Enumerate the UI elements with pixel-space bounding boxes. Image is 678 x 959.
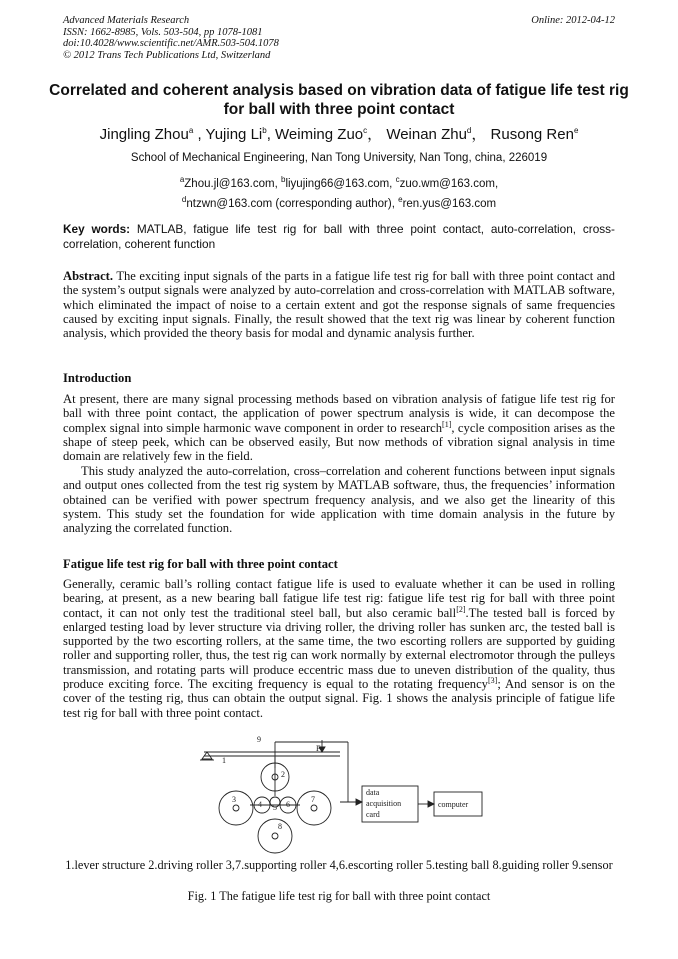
label-1: 1	[222, 756, 226, 765]
email-d[interactable]: ntzwn@163.com (corresponding author),	[186, 198, 399, 211]
email-list	[40, 172, 638, 213]
abstract-label: Abstract.	[63, 269, 114, 283]
keywords-label: Key words:	[63, 222, 131, 236]
daq-label: acquisition	[366, 799, 402, 808]
section2-text: .The tested ball is forced by enlarged testing load by lever structure via driving roller, the driving roller has sunken arc, the tested ball is supported by the two escorting rollers, at the same time, the two escorting rollers are supported by guiding roller and supporting roller, thus, the test rig can work normally by external electromotor through the pulleys transmission, and rotating parts will produce eccentric mass due to uneven distribution of the quality, thus produce exciting force. The exciting frequency is equal to the rotating frequency	[63, 605, 615, 692]
citation-2[interactable]: [2]	[456, 604, 466, 614]
computer-label: computer	[438, 800, 469, 809]
section2-text: ; And sensor is on the cover of the testing rig, thus can obtain the output signal. Fig. 1 shows the analysis principle of fatigue life test rig for ball with three point contact.	[63, 677, 616, 720]
email-e[interactable]: ren.yus@163.com	[402, 198, 497, 211]
copyright: © 2012 Trans Tech Publications Ltd, Switzerland	[63, 49, 271, 61]
author: Weiming Zuo	[275, 126, 364, 143]
author: Jingling Zhou	[99, 126, 189, 143]
intro-paragraph-1	[63, 392, 615, 463]
author-list	[40, 123, 638, 144]
author-separator: ,	[193, 126, 206, 143]
citation-1[interactable]: [1]	[442, 419, 452, 429]
author-sup: c	[363, 126, 368, 135]
section2-text: Generally, ceramic ball’s rolling contact fatigue life is used to evaluate whether it can be used in rolling bearing, at present, as a new bearing ball fatigue life test rig: fatigue life test rig for ball with three point contact, it can not only test the traditional steel ball, but also ceramic ball	[63, 577, 615, 620]
issn: ISSN: 1662-8985, Vols. 503-504, pp 1078-1081	[63, 26, 263, 38]
author-sup: a	[188, 126, 194, 135]
label-8: 8	[278, 822, 282, 831]
author-sup: e	[573, 126, 579, 135]
label-7: 7	[311, 795, 315, 804]
paper-title: Correlated and coherent analysis based on vibration data of fatigue life test rig for ball with three point contact	[49, 82, 629, 118]
author: Yujing Li	[205, 126, 263, 143]
label-6: 6	[286, 800, 290, 809]
email-c[interactable]: zuo.wm@163.com,	[399, 177, 499, 190]
label-4: 4	[258, 800, 262, 809]
email-b[interactable]: liyujing66@163.com,	[285, 177, 396, 190]
author: Rusong Ren	[490, 126, 574, 143]
author-separator: ，	[471, 126, 491, 143]
email-line: $^d$ntzwn@163.com (corresponding author), $^e$ren.yus@163.com	[181, 195, 497, 211]
arrow-head	[428, 801, 434, 807]
label-5: 5	[273, 803, 277, 812]
label-9: 9	[257, 735, 261, 744]
section2-paragraph	[63, 577, 615, 720]
roller-hub	[311, 805, 317, 811]
supporting-roller-3	[219, 791, 253, 825]
email-a[interactable]: Zhou.jl@163.com,	[184, 177, 281, 190]
figure-1-diagram	[190, 732, 490, 856]
author: Weinan Zhu	[386, 126, 467, 143]
intro-paragraph-2: This study analyzed the auto-correlation, cross–correlation and coherent functions between input signals and output ones collected from the test rig system by MATLAB software, thus, the frequencies’ information obtained can be verified with power spectrum frequency analysis, and we also get the linearity of this system. This study set the foundation for wide application with time domain analysis in the future by analyzing the correlated function.	[63, 464, 615, 536]
label-3: 3	[232, 795, 236, 804]
section2-heading: Fatigue life test rig for ball with three point contact	[63, 557, 338, 571]
keywords	[63, 222, 615, 252]
daq-label: card	[366, 810, 380, 819]
author-sup: b	[262, 126, 267, 135]
daq-label: data	[366, 788, 380, 797]
citation-3[interactable]: [3]	[487, 675, 498, 685]
author-sup: d	[466, 126, 472, 135]
online-date: Online: 2012-04-12	[531, 15, 615, 26]
author-separator: ,	[266, 126, 276, 143]
figure-caption: Fig. 1 The fatigue life test rig for ball with three point contact	[187, 889, 491, 903]
email-line: $^a$Zhou.jl@163.com, $^b$liyujing66@163.com, $^c$zuo.wm@163.com,	[179, 175, 499, 190]
figure-legend: 1.lever structure 2.driving roller 3,7.supporting roller 4,6.escorting roller 5.testing ball 8.guiding roller 9.sensor	[65, 858, 613, 872]
arrow-head	[356, 799, 362, 805]
label-2: 2	[281, 770, 285, 779]
keywords-text: MATLAB, fatigue life test rig for ball with three point contact, auto-correlation, cross-correlation, coherent function	[63, 222, 615, 251]
intro-text: , cycle composition arises as the shape of steep peek, which can be observed easily, But now methods of vibration signal analysis in time domain are relatively few in the field.	[63, 420, 615, 464]
journal-header	[63, 15, 279, 61]
abstract-text: The exciting input signals of the parts in a fatigue life test rig for ball with three point contact and the system’s output signals were analyzed by auto-correlation and cross-correlation with MATLAB software, which eliminated the impact of noise to a certain extent and got the response signals of same frequencies caused by exciting input signals. Finally, the result showed that the text rig was linear by coherent function analysis, which provided the theory basis for modal and dynamic analysis further.	[63, 269, 615, 341]
roller-hub	[272, 833, 278, 839]
doi: doi:10.4028/www.scientific.net/AMR.503-504.1078	[63, 38, 279, 49]
journal-name: Advanced Materials Research	[63, 15, 190, 26]
abstract	[63, 269, 615, 340]
intro-heading: Introduction	[63, 371, 132, 385]
pivot-icon	[202, 752, 212, 759]
roller-hub	[233, 805, 239, 811]
label-F: F	[316, 744, 321, 753]
author-separator: ，	[367, 126, 387, 143]
affiliation: School of Mechanical Engineering, Nan Tong University, Nan Tong, china, 226019	[130, 152, 548, 164]
guiding-roller-8	[258, 819, 292, 853]
intro-text: At present, there are many signal processing methods based on vibration analysis of fatigue life test rig for ball with three point contact, the application of power spectrum analysis is wide, it can decompose the complex signal into simple harmonic wave component in order to research	[63, 392, 615, 435]
